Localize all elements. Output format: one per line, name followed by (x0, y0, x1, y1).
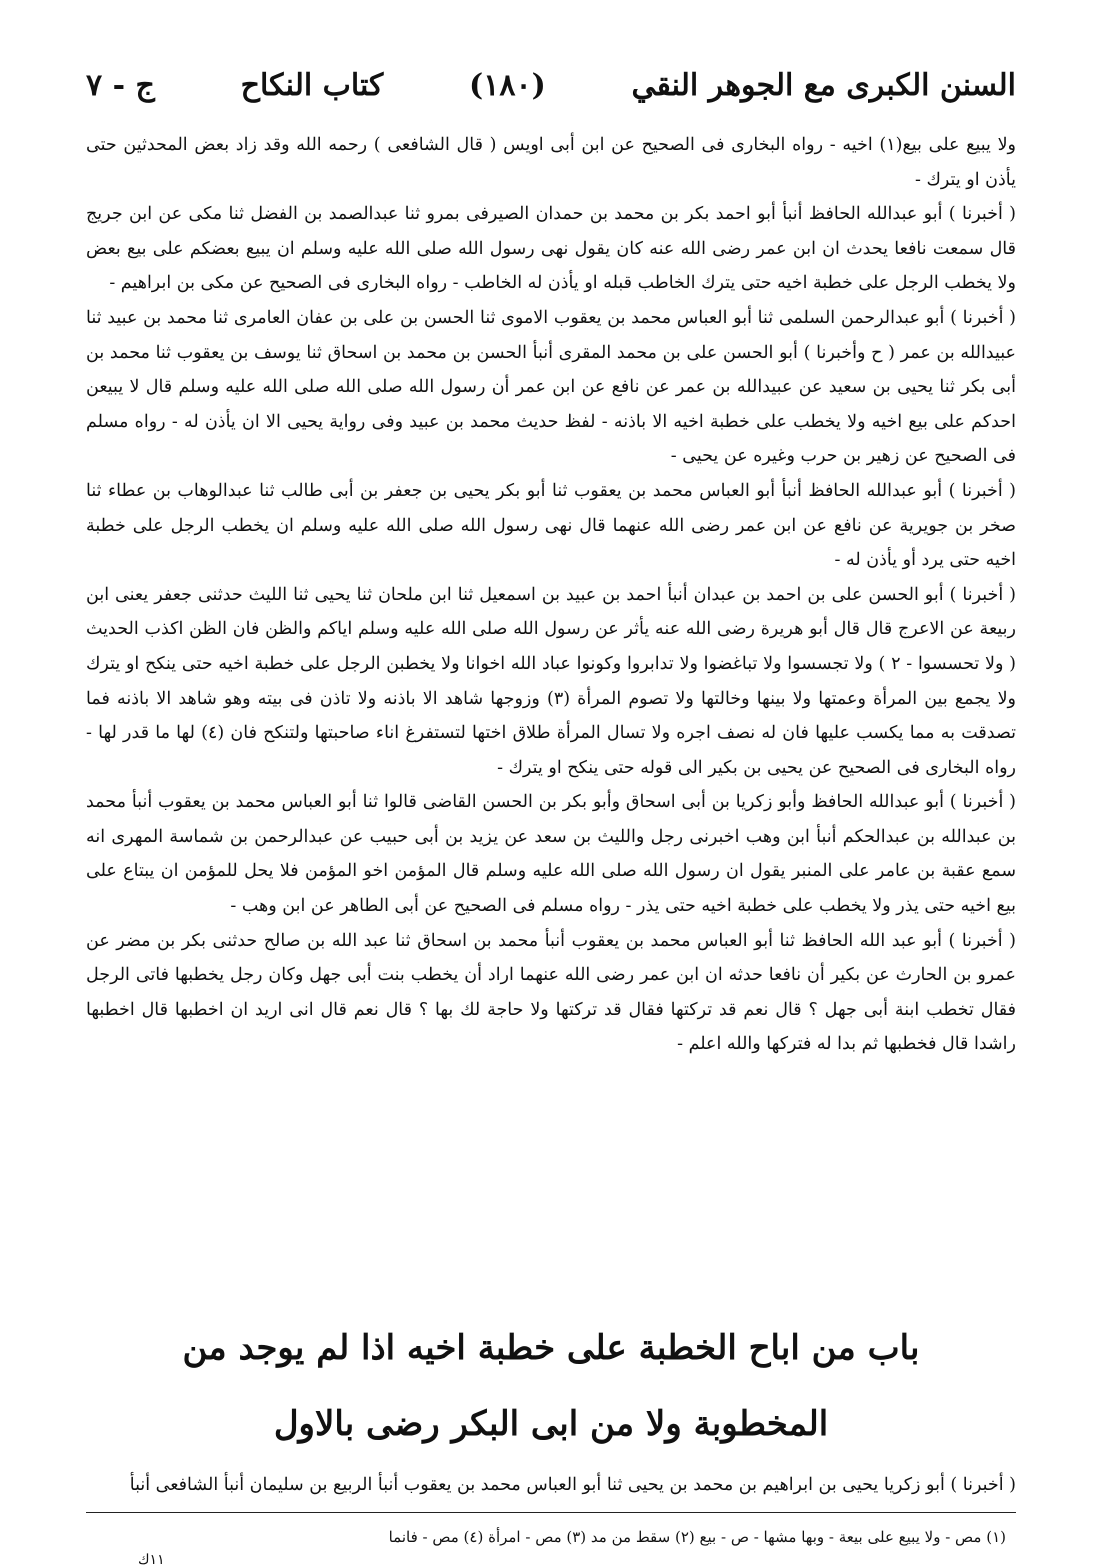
book-title: السنن الكبرى مع الجوهر النقي (631, 68, 1016, 103)
main-text (86, 128, 1016, 1062)
chapter-heading-line-2: المخطوبة ولا من ابى البكر رضى بالاول (273, 1404, 829, 1444)
page-number: (١٨٠) (469, 68, 546, 103)
chapter-heading-line-1: باب من اباح الخطبة على خطبة اخيه اذا لم يوجد من (182, 1328, 920, 1368)
volume-number: ج - ٧ (86, 68, 155, 103)
footnote-divider (86, 1512, 1016, 1513)
final-paragraph-start: ( أخبرنا ) أبو زكريا يحيى بن ابراهيم بن محمد بن يحيى ثنا أبو العباس محمد بن يعقوب أنبأ الربيع بن سليمان أنبأ الشافعى أنبأ (129, 1475, 1016, 1495)
paragraph: ( أخبرنا ) أبو عبدالله الحافظ أنبأ أبو العباس محمد بن يعقوب ثنا أبو بكر يحيى بن جعفر بن أبى طالب ثنا عبدالوهاب بن عطاء ثنا صخر بن جويرية عن نافع عن ابن عمر رضى الله عنهما قال نهى رسول الله صلى الله عليه وسلم ان يخطب الرجل على خطبة اخيه حتى يرد أو يأذن له - (86, 480, 1016, 571)
page (86, 58, 1017, 1568)
chapter-heading (86, 1310, 1016, 1462)
paragraph: ( أخبرنا ) أبو عبد الله الحافظ ثنا أبو العباس محمد بن يعقوب أنبأ محمد بن اسحاق ثنا عبد الله بن صالح حدثنى بكر بن مضر عن عمرو بن الحارث عن بكير أن نافعا حدثه ان ابن عمر رضى الله عنهما اراد أن يخطب بنت أبى جهل وكان رجل يخطبها فاتى الرجل فقال تخطب ابنة أبى جهل ؟ قال نعم قد تركتها فقال قد تركتها ولا حاجة لك بها ؟ قال نعم قال انى اريد ان اخطبها قال اخطبها راشدا قال فخطبها ثم بدا له فتركها والله اعلم - (86, 930, 1016, 1055)
footnotes: (١) مص - ولا يبيع على بيعة - وبها مشها - ص - بيع (٢) سقط من مد (٣) مص - امرأة (٤) مص - فانما (388, 1528, 1006, 1546)
paragraph: ( أخبرنا ) أبو عبدالله الحافظ وأبو زكريا بن أبى اسحاق وأبو بكر بن الحسن القاضى قالوا ثنا أبو العباس محمد بن يعقوب أنبأ محمد بن عبدالله بن عبدالحكم أنبأ ابن وهب اخبرنى رجل والليث بن سعد عن يزيد بن أبى حبيب عن عبدالرحمن بن شماسة المهرى انه سمع عقبة بن عامر على المنبر يقول ان رسول الله صلى الله عليه وسلم قال المؤمن اخو المؤمن فلا يحل للمؤمن ان يبتاع على بيع اخيه حتى يذر ولا يخطب على خطبة اخيه حتى يذر - رواه مسلم فى الصحيح عن أبى الطاهر عن ابن وهب - (86, 792, 1016, 917)
paragraph: ( أخبرنا ) أبو عبدالله الحافظ أنبأ أبو احمد بكر بن محمد بن حمدان الصيرفى بمرو ثنا عبدالصمد بن الفضل ثنا مكى عن ابن جريج قال سمعت نافعا يحدث ان ابن عمر رضى الله عنه كان يقول نهى رسول الله صلى الله عليه وسلم ان يبيع بعضكم على بيع بعض ولا يخطب الرجل على خطبة اخيه حتى يترك الخاطب قبله او يأذن له الخاطب - رواه البخارى فى الصحيح عن مكى بن ابراهيم - (86, 204, 1016, 294)
paragraph: ولا يبيع على بيع(١) اخيه - رواه البخارى فى الصحيح عن ابن أبى اويس ( قال الشافعى ) رحمه الله وقد زاد بعض المحدثين حتى يأذن او يترك - (86, 135, 1016, 190)
printer-signature: ١١ك (138, 1552, 165, 1568)
section-title: كتاب النكاح (240, 68, 384, 103)
running-header (86, 68, 1016, 118)
paragraph: ( أخبرنا ) أبو الحسن على بن احمد بن عبدان أنبأ احمد بن عبيد بن اسمعيل ثنا ابن ملحان ثنا يحيى ثنا الليث حدثنى جعفر يعنى ابن ربيعة عن الاعرج قال قال أبو هريرة رضى الله عنه يأثر عن رسول الله صلى الله عليه وسلم اياكم والظن فان الظن اكذب الحديث ( ولا تحسسوا - ٢ ) ولا تجسسوا ولا تباغضوا ولا تدابروا وكونوا عباد الله اخوانا ولا يخطبن الرجل على خطبة اخيه حتى ينكح او يترك ولا يجمع بين المرأة وعمتها ولا بينها وخالتها ولا تصوم المرأة (٣) وزوجها شاهد الا باذنه ولا تاذن فى بيته وهو شاهد الا باذنه فما تصدقت به مما يكسب عليها فان له نصف اجره ولا تسال المرأة طلاق اختها لتستفرغ اناء صاحبتها ولتنكح فان (٤) لها ما قدر لها - رواه البخارى فى الصحيح عن يحيى بن بكير الى قوله حتى ينكح او يترك - (86, 584, 1017, 778)
paragraph: ( أخبرنا ) أبو عبدالرحمن السلمى ثنا أبو العباس محمد بن يعقوب الاموى ثنا الحسن بن على بن عفان العامرى ثنا محمد بن عبيد ثنا عبيدالله بن عمر ( ح وأخبرنا ) أبو الحسن على بن محمد المقرى أنبأ الحسن بن محمد بن اسحاق ثنا يوسف بن يعقوب ثنا محمد بن أبى بكر ثنا يحيى بن سعيد عن عبيدالله بن عمر عن نافع عن ابن عمر أن رسول الله صلى الله صلى الله عليه وسلم قال لا يبيعن احدكم على بيع اخيه ولا يخطب على خطبة اخيه الا باذنه - لفظ حديث محمد بن عبيد وفى رواية يحيى الا ان يأذن له - رواه مسلم فى الصحيح عن زهير بن حرب وغيره عن يحيى - (86, 307, 1016, 467)
